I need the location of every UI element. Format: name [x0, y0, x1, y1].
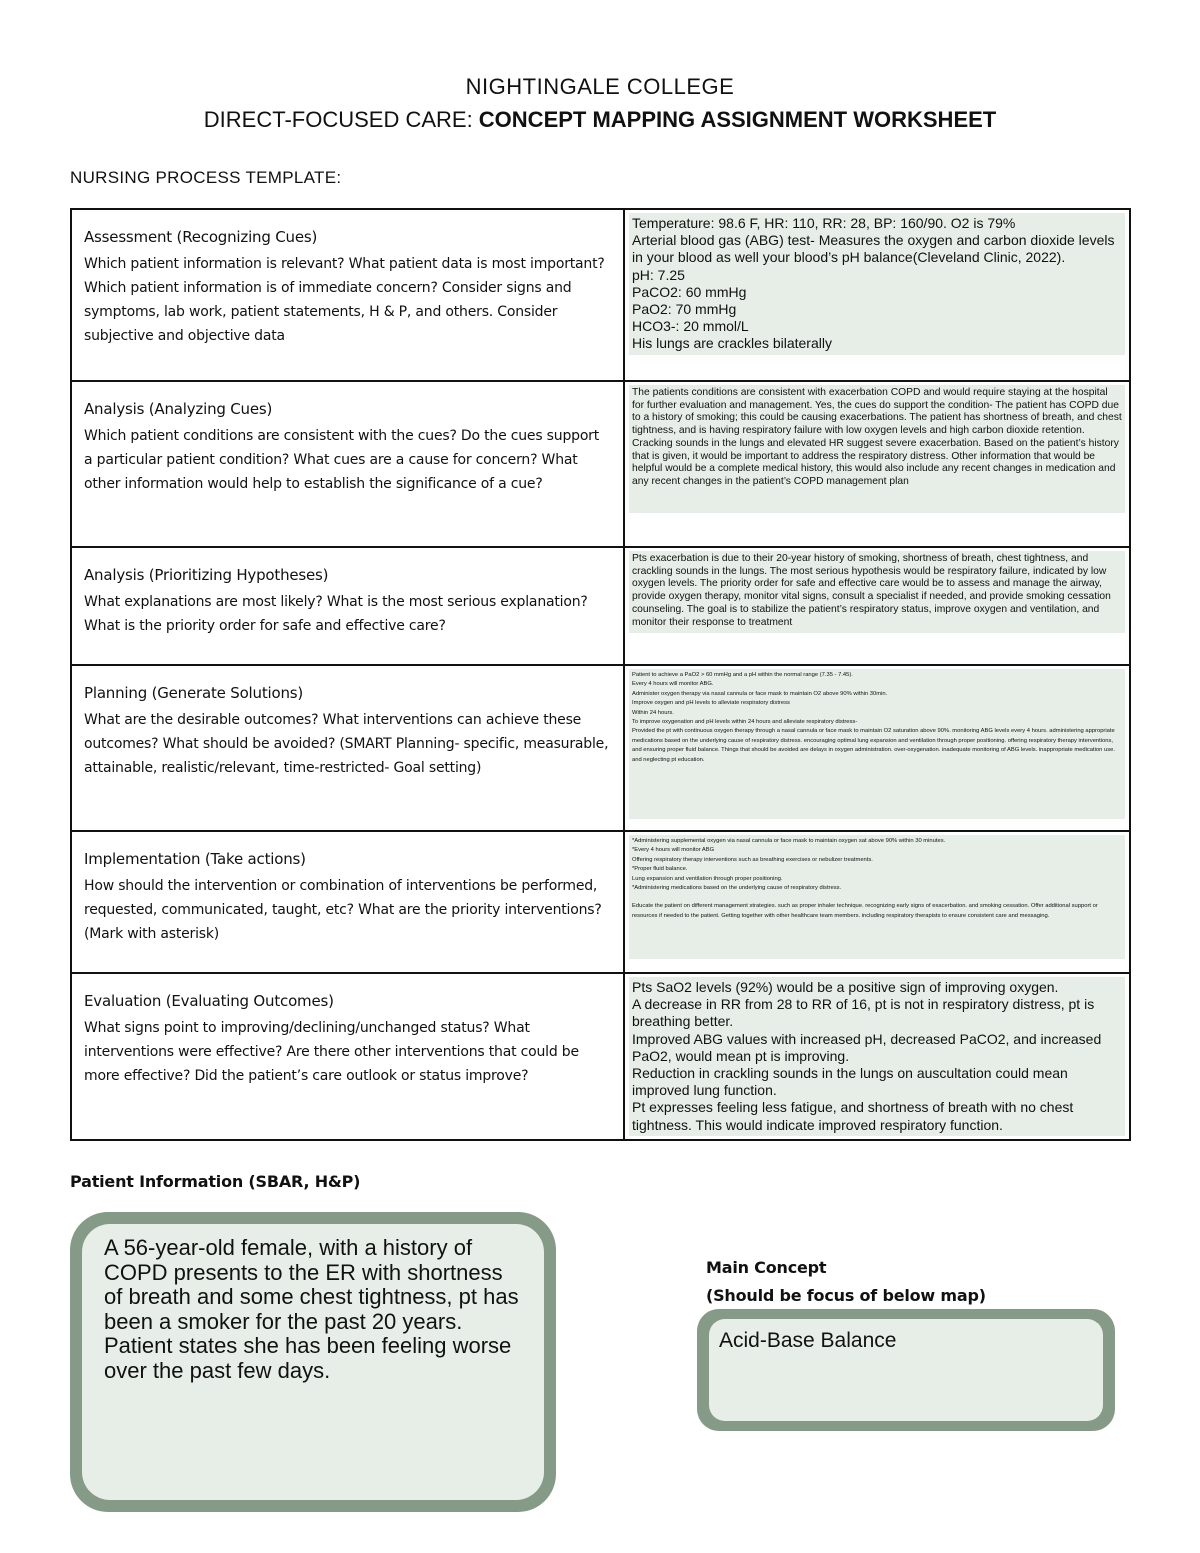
response-line: Pts SaO2 levels (92%) would be a positive sign of improving oxygen.: [632, 979, 1059, 995]
template-label: NURSING PROCESS TEMPLATE:: [70, 168, 342, 187]
step-cell: [71, 381, 624, 547]
response-line: To improve oxygenation and pH levels within 24 hours and alleviate respiratory distress-: [632, 719, 858, 726]
response-line: *Every 4 hours will monitor ABG: [632, 847, 715, 854]
response-cell: [624, 665, 1130, 831]
document-header: [0, 72, 1200, 136]
response-line: PaCO2: 60 mmHg: [632, 283, 747, 300]
table-row: [71, 381, 1130, 547]
response-field[interactable]: [629, 213, 1125, 355]
table-row: [71, 209, 1130, 381]
step-title: Planning (Generate Solutions): [84, 684, 304, 702]
response-line: Within 24 hours.: [632, 709, 674, 716]
response-line: PaO2: 70 mmHg: [632, 301, 737, 318]
response-field[interactable]: [629, 835, 1125, 959]
response-line: Patient to achieve a PaO2 > 60 mmHg and a pH within the normal range (7.35 - 7.45).: [632, 672, 853, 678]
response-cell: [624, 973, 1130, 1140]
response-line: Every 4 hours will monitor ABG.: [632, 681, 714, 688]
main-concept-hint: (Should be focus of below map): [706, 1286, 986, 1305]
step-cell: [71, 665, 624, 831]
patient-info-label: Patient Information (SBAR, H&P): [70, 1172, 361, 1191]
response-field[interactable]: [629, 669, 1125, 819]
response-line: Improve oxygen and pH levels to alleviate respiratory distress: [632, 700, 790, 707]
response-line: Offering respiratory therapy interventions such as breathing exercises or nebulizer treatments.: [632, 856, 873, 863]
response-line: Provided the pt with continuous oxygen therapy through a nasal cannula or face mask to maintain O2 saturation above 90%. monitoring ABG levels every 4 hours. administering appropriate medications based on the underlying cause of respiratory distress. encouraging optimal lung expansion and ventilation through proper positioning. offering respiratory therapy interventions, and ensuring proper fluid balance. Things that should be avoided are delays in oxygen administration. over-oxygenation. inadequate monitoring of ABG levels. inappropriate medication use. and neglecting pt education.: [632, 728, 1115, 763]
response-line: HCO3-: 20 mmol/L: [632, 318, 749, 335]
step-title: Evaluation (Evaluating Outcomes): [84, 992, 334, 1010]
step-question: Which patient information is relevant? What patient data is most important? Which patient information is of immediate concern? Consider signs and symptoms, lab work, patient statements, H & P, and others. Consider subjective and objective data: [84, 256, 605, 344]
step-question: What explanations are most likely? What is the most serious explanation? What is the priority order for safe and effective care?: [84, 594, 588, 634]
step-question: What are the desirable outcomes? What interventions can achieve these outcomes? What should be avoided? (SMART Planning- specific, measurable, attainable, realistic/relevant, time-restricted- Goal setting): [84, 712, 609, 776]
main-concept-box: [697, 1309, 1115, 1431]
step-title: Implementation (Take actions): [84, 850, 306, 868]
step-question: What signs point to improving/declining/unchanged status? What interventions were effective? Are there other interventions that could be more effective? Did the patient’s care outlook or status improve?: [84, 1020, 579, 1084]
worksheet-title-prefix: DIRECT-FOCUSED CARE:: [203, 107, 479, 132]
step-title: Assessment (Recognizing Cues): [84, 228, 318, 246]
response-line: Administer oxygen therapy via nasal cannula or face mask to maintain O2 above 90% within 30min.: [632, 690, 888, 697]
main-concept-value[interactable]: Acid-Base Balance: [709, 1319, 1103, 1421]
step-cell: [71, 547, 624, 665]
response-line: Reduction in crackling sounds in the lungs on auscultation could mean improved lung function.: [632, 1065, 1068, 1099]
response-line: *Administering medications based on the underlying cause of respiratory distress.: [632, 885, 842, 892]
response-line: pH: 7.25: [632, 266, 685, 283]
response-line: Lung expansion and ventilation through proper positioning.: [632, 875, 783, 882]
response-cell: [624, 381, 1130, 547]
response-field[interactable]: [629, 551, 1125, 633]
response-field[interactable]: [629, 385, 1125, 513]
response-line: *Proper fluid balance.: [632, 866, 688, 873]
patient-info-box: [70, 1212, 556, 1512]
main-concept-label: [706, 1254, 986, 1310]
nursing-process-table: [70, 208, 1131, 1141]
step-cell: [71, 973, 624, 1140]
main-concept-title: Main Concept: [706, 1258, 827, 1277]
response-line: Educate the patient on different management strategies. such as proper inhaler technique. recognizing early signs of exacerbation. and smoking cessation. Offer additional support or resources if needed to the patient. Getting together with other healthcare team members. including respiratory therapists to ensure consistent care and messaging.: [632, 903, 1098, 919]
table-row: [71, 831, 1130, 973]
response-line: Pts exacerbation is due to their 20-year history of smoking, shortness of breath, chest tightness, and crackling sounds in the lungs. The most serious hypothesis would be respiratory failure, indicated by low oxygen levels. The priority order for safe and effective care would be to assess and manage the airway, provide oxygen therapy, monitor vital signs, consult a specialist if needed, and provide smoking cessation counseling. The goal is to stabilize the patient’s respiratory status, improve oxygen and ventilation, and monitor their response to treatment: [632, 553, 1111, 628]
response-cell: [624, 831, 1130, 973]
response-spacer: [632, 893, 1122, 902]
college-name: NIGHTINGALE COLLEGE: [465, 74, 735, 99]
response-line: Pt expresses feeling less fatigue, and shortness of breath with no chest tightness. This would indicate improved respiratory function.: [632, 1099, 1074, 1133]
response-line: A decrease in RR from 28 to RR of 16, pt is not in respiratory distress, pt is breathing better.: [632, 996, 1095, 1030]
response-cell: [624, 547, 1130, 665]
step-question: How should the intervention or combination of interventions be performed, requested, communicated, taught, etc? What are the priority interventions? (Mark with asterisk): [84, 878, 602, 942]
response-field[interactable]: [629, 977, 1125, 1136]
step-title: Analysis (Prioritizing Hypotheses): [84, 566, 329, 584]
response-line: The patients conditions are consistent with exacerbation COPD and would require staying at the hospital for further evaluation and management. Yes, the cues do support the condition- The patient has COPD due to a history of smoking; this could be causing exacerbations. The patient has shortness of breath, and chest tightness, and is having respiratory failure with low oxygen levels and high carbon dioxide retention. Cracking sounds in the lungs and elevated HR suggest severe exacerbation. Based on the patient’s history that is given, it would be important to address the respiratory distress. Other information that would be helpful would be a complete medical history, this would also include any recent changes in medication and any recent changes in the patient’s COPD management plan: [632, 387, 1122, 487]
response-line: *Administering supplemental oxygen via nasal cannula or face mask to maintain oxygen sat above 90% within 30 minutes.: [632, 838, 946, 844]
response-cell: [624, 209, 1130, 381]
step-title: Analysis (Analyzing Cues): [84, 400, 273, 418]
step-question: Which patient conditions are consistent with the cues? Do the cues support a particular patient condition? What cues are a cause for concern? What other information would help to establish the significance of a cue?: [84, 428, 600, 492]
step-cell: [71, 831, 624, 973]
response-line: His lungs are crackles bilaterally: [632, 335, 832, 352]
table-row: [71, 547, 1130, 665]
worksheet-title: [0, 104, 1200, 136]
worksheet-title-bold: CONCEPT MAPPING ASSIGNMENT WORKSHEET: [478, 107, 997, 132]
response-line: Temperature: 98.6 F, HR: 110, RR: 28, BP: 160/90. O2 is 79%: [632, 215, 1016, 231]
response-line: Arterial blood gas (ABG) test- Measures the oxygen and carbon dioxide levels in your blood as well your blood’s pH balance(Cleveland Clinic, 2022).: [632, 232, 1115, 266]
table-row: [71, 665, 1130, 831]
patient-info-text[interactable]: A 56-year-old female, with a history of COPD presents to the ER with shortness of breath and some chest tightness, pt has been a smoker for the past 20 years. Patient states she has been feeling worse over the past few days.: [82, 1224, 544, 1500]
response-line: Improved ABG values with increased pH, decreased PaCO2, and increased PaO2, would mean pt is improving.: [632, 1030, 1102, 1064]
table-row: [71, 973, 1130, 1140]
step-cell: [71, 209, 624, 381]
